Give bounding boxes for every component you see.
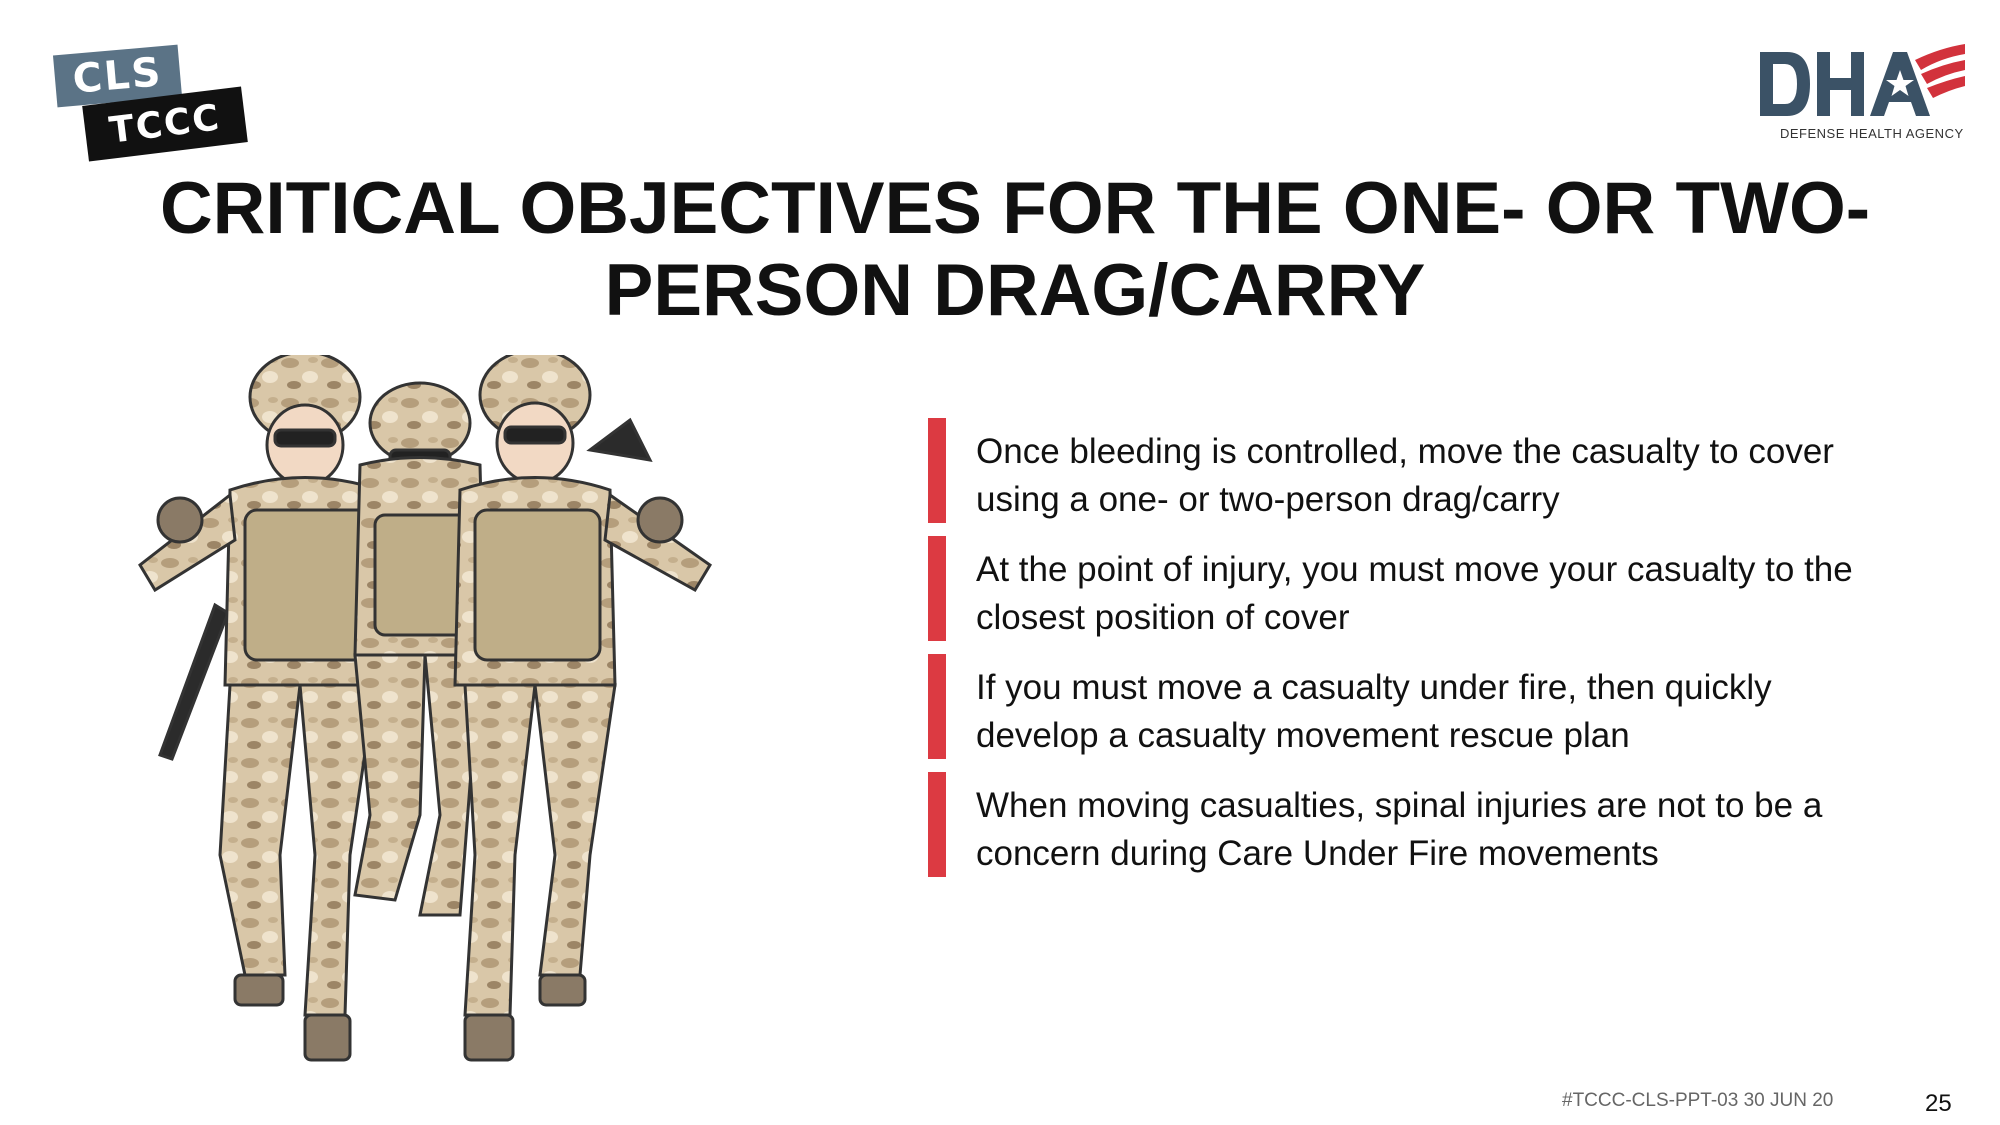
slide-title: CRITICAL OBJECTIVES FOR THE ONE- OR TWO-PERSON DRAG/CARRY — [159, 168, 1871, 331]
accent-bar — [928, 418, 946, 523]
list-item — [928, 772, 1928, 877]
list-item-text: At the point of injury, you must move your casualty to the closest position of cover — [976, 550, 1853, 637]
cls-tccc-logo — [55, 42, 255, 157]
list-item-text: If you must move a casualty under fire, then quickly develop a casualty movement rescue plan — [976, 668, 1772, 755]
two-soldiers-carrying-casualty-icon — [120, 355, 800, 1070]
tccc-label: TCCC — [82, 86, 248, 161]
dha-flag-icon — [1755, 40, 1970, 125]
page-number: 25 — [1925, 1090, 1952, 1117]
accent-bar — [928, 536, 946, 641]
list-item — [928, 654, 1928, 759]
cls-label: CLS — [53, 45, 182, 108]
accent-bar — [928, 772, 946, 877]
accent-bar — [928, 654, 946, 759]
dha-logo — [1755, 40, 1970, 150]
agency-name: DEFENSE HEALTH AGENCY — [1780, 126, 1964, 141]
objectives-list — [928, 418, 1928, 890]
list-item — [928, 418, 1928, 523]
list-item-text: Once bleeding is controlled, move the casualty to cover using a one- or two-person drag/carry — [976, 432, 1834, 519]
list-item-text: When moving casualties, spinal injuries are not to be a concern during Care Under Fire movements — [976, 786, 1823, 873]
footer-reference: #TCCC-CLS-PPT-03 30 JUN 20 — [1562, 1090, 1834, 1111]
list-item — [928, 536, 1928, 641]
